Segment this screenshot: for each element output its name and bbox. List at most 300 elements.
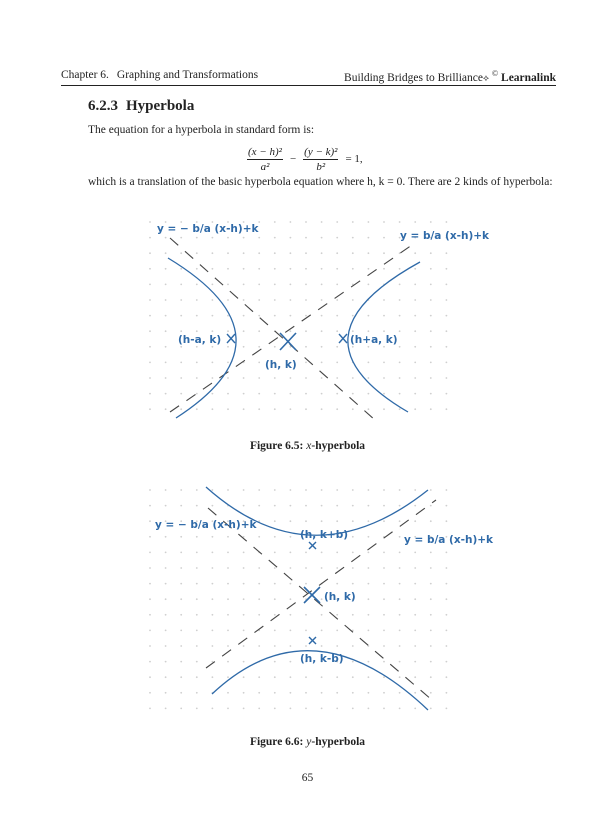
- grid-dot: [258, 598, 260, 600]
- grid-dot: [243, 252, 245, 254]
- grid-dot: [336, 489, 338, 491]
- grid-dot: [399, 552, 401, 554]
- grid-dot: [430, 408, 432, 410]
- grid-dot: [149, 346, 151, 348]
- grid-dot: [290, 237, 292, 239]
- figure1-center-mark: [280, 333, 296, 350]
- grid-dot: [352, 676, 354, 678]
- grid-dot: [180, 284, 182, 286]
- grid-dot: [274, 692, 276, 694]
- grid-dot: [212, 377, 214, 379]
- grid-dot: [243, 393, 245, 395]
- grid-dot: [212, 583, 214, 585]
- grid-dot: [399, 377, 401, 379]
- grid-dot: [274, 284, 276, 286]
- grid-dot: [368, 221, 370, 223]
- grid-dot: [336, 377, 338, 379]
- grid-dot: [227, 377, 229, 379]
- grid-dot: [149, 583, 151, 585]
- grid-dot: [446, 567, 448, 569]
- grid-dot: [321, 284, 323, 286]
- grid-dot: [149, 661, 151, 663]
- grid-dot: [196, 598, 198, 600]
- grid-dot: [336, 708, 338, 710]
- grid-dot: [165, 489, 167, 491]
- grid-dot: [243, 661, 245, 663]
- grid-dot: [336, 284, 338, 286]
- grid-dot: [274, 583, 276, 585]
- grid-dot: [446, 393, 448, 395]
- grid-dot: [196, 408, 198, 410]
- grid-dot: [352, 661, 354, 663]
- grid-dot: [446, 330, 448, 332]
- grid-dot: [212, 299, 214, 301]
- grid-dot: [321, 614, 323, 616]
- grid-dot: [165, 346, 167, 348]
- grid-dot: [258, 583, 260, 585]
- figure2-left-asymptote-label: y = − b/a (x-h)+k: [155, 519, 257, 531]
- grid-dot: [196, 583, 198, 585]
- grid-dot: [383, 645, 385, 647]
- grid-dot: [430, 614, 432, 616]
- grid-dot: [149, 552, 151, 554]
- grid-dot: [243, 237, 245, 239]
- grid-dot: [383, 661, 385, 663]
- figure2-y-hyperbola: [155, 487, 494, 710]
- grid-dot: [180, 692, 182, 694]
- grid-dot: [243, 630, 245, 632]
- grid-dot: [368, 567, 370, 569]
- chapter-number: Chapter 6.: [61, 69, 109, 81]
- grid-dot: [399, 284, 401, 286]
- grid-dot: [430, 489, 432, 491]
- grid-dot: [227, 614, 229, 616]
- grid-dot: [336, 268, 338, 270]
- grid-dot: [321, 552, 323, 554]
- grid-dot: [165, 598, 167, 600]
- grid-dot: [305, 393, 307, 395]
- grid-dot: [258, 377, 260, 379]
- grid-dot: [430, 708, 432, 710]
- grid-dot: [305, 346, 307, 348]
- grid-dot: [165, 692, 167, 694]
- grid-dot: [368, 489, 370, 491]
- grid-dot: [321, 708, 323, 710]
- grid-dot: [196, 346, 198, 348]
- grid-dot: [321, 268, 323, 270]
- grid-dot: [274, 645, 276, 647]
- grid-dot: [274, 614, 276, 616]
- grid-dot: [243, 330, 245, 332]
- grid-dot: [336, 552, 338, 554]
- grid-dot: [305, 567, 307, 569]
- grid-dot: [430, 362, 432, 364]
- grid-dot: [274, 315, 276, 317]
- grid-dot: [196, 676, 198, 678]
- grid-dot: [165, 237, 167, 239]
- grid-dot: [352, 552, 354, 554]
- grid-dot: [321, 630, 323, 632]
- grid-dot: [227, 536, 229, 538]
- figure2-caption: [0, 736, 615, 748]
- grid-dot: [446, 630, 448, 632]
- grid-dot: [414, 268, 416, 270]
- grid-dot: [165, 252, 167, 254]
- grid-dot: [399, 692, 401, 694]
- grid-dot: [274, 708, 276, 710]
- fraction-x-denominator: a²: [260, 160, 270, 173]
- grid-dot: [227, 598, 229, 600]
- grid-dot: [149, 614, 151, 616]
- grid-dot: [258, 299, 260, 301]
- grid-dot: [227, 408, 229, 410]
- grid-dot: [165, 408, 167, 410]
- grid-dot: [414, 692, 416, 694]
- grid-dot: [196, 708, 198, 710]
- grid-dot: [446, 489, 448, 491]
- grid-dot: [274, 252, 276, 254]
- figure2-caption-label: Figure 6.6:: [249, 736, 304, 748]
- grid-dot: [196, 237, 198, 239]
- grid-dot: [383, 520, 385, 522]
- grid-dot: [399, 268, 401, 270]
- grid-dot: [180, 536, 182, 538]
- grid-dot: [165, 645, 167, 647]
- grid-dot: [305, 315, 307, 317]
- grid-dot: [243, 583, 245, 585]
- grid-dot: [383, 221, 385, 223]
- grid-dot: [352, 408, 354, 410]
- grid-dot: [212, 252, 214, 254]
- grid-dot: [368, 315, 370, 317]
- grid-dot: [399, 645, 401, 647]
- grid-dot: [274, 237, 276, 239]
- grid-dot: [446, 315, 448, 317]
- grid-dot: [414, 221, 416, 223]
- grid-dot: [258, 489, 260, 491]
- grid-dot: [196, 505, 198, 507]
- grid-dot: [430, 299, 432, 301]
- grid-dot: [149, 630, 151, 632]
- grid-dot: [196, 284, 198, 286]
- grid-dot: [165, 393, 167, 395]
- grid-dot: [180, 299, 182, 301]
- grid-dot: [290, 598, 292, 600]
- grid-dot: [258, 221, 260, 223]
- grid-dot: [368, 536, 370, 538]
- grid-dot: [258, 505, 260, 507]
- figure2-right-asymptote-label: y = b/a (x-h)+k: [404, 534, 494, 546]
- grid-dot: [212, 315, 214, 317]
- explanation-paragraph: which is a translation of the basic hyperbola equation where h, k = 0. There are 2 kinds of hyperbola:: [88, 176, 553, 188]
- figure1-caption-text: -hyperbola: [311, 440, 366, 452]
- grid-dot: [336, 315, 338, 317]
- grid-dot: [165, 536, 167, 538]
- grid-dot: [430, 661, 432, 663]
- grid-dot: [383, 567, 385, 569]
- grid-dot: [368, 505, 370, 507]
- grid-dot: [368, 708, 370, 710]
- grid-dot: [227, 330, 229, 332]
- grid-dot: [274, 489, 276, 491]
- grid-dot: [290, 583, 292, 585]
- grid-dot: [430, 552, 432, 554]
- grid-dot: [321, 598, 323, 600]
- grid-dot: [149, 362, 151, 364]
- grid-dot: [336, 408, 338, 410]
- grid-dot: [430, 284, 432, 286]
- grid-dot: [336, 393, 338, 395]
- grid-dot: [212, 630, 214, 632]
- grid-dot: [305, 630, 307, 632]
- grid-dot: [165, 299, 167, 301]
- grid-dot: [446, 520, 448, 522]
- grid-dot: [305, 221, 307, 223]
- grid-dot: [383, 252, 385, 254]
- grid-dot: [243, 268, 245, 270]
- grid-dot: [196, 315, 198, 317]
- grid-dot: [243, 346, 245, 348]
- grid-dot: [227, 237, 229, 239]
- figure1-caption-label: Figure 6.5:: [249, 440, 304, 452]
- book-title: Building Bridges to Brilliance: [344, 71, 483, 84]
- grid-dot: [165, 315, 167, 317]
- grid-dot: [368, 520, 370, 522]
- grid-dot: [383, 614, 385, 616]
- grid-dot: [149, 520, 151, 522]
- grid-dot: [274, 520, 276, 522]
- grid-dot: [290, 505, 292, 507]
- grid-dot: [165, 284, 167, 286]
- figure1-asymptote-negative: [170, 238, 375, 420]
- grid-dot: [227, 692, 229, 694]
- grid-dot: [305, 520, 307, 522]
- grid-dot: [149, 505, 151, 507]
- section-title: Hyperbola: [126, 98, 195, 114]
- copyright-mark: ©: [491, 69, 499, 78]
- grid-dot: [368, 614, 370, 616]
- grid-dot: [180, 614, 182, 616]
- grid-dot: [368, 661, 370, 663]
- grid-dot: [352, 692, 354, 694]
- grid-dot: [399, 362, 401, 364]
- grid-dot: [290, 630, 292, 632]
- grid-dot: [321, 237, 323, 239]
- intro-paragraph: The equation for a hyperbola in standard form is:: [88, 124, 315, 136]
- grid-dot: [227, 362, 229, 364]
- grid-dot: [383, 346, 385, 348]
- grid-dot: [321, 393, 323, 395]
- grid-dot: [212, 536, 214, 538]
- grid-dot: [212, 268, 214, 270]
- grid-dot: [290, 299, 292, 301]
- grid-dot: [430, 315, 432, 317]
- grid-dot: [430, 520, 432, 522]
- grid-dot: [368, 346, 370, 348]
- grid-dot: [243, 645, 245, 647]
- grid-dot: [414, 489, 416, 491]
- figure2-top-vertex-label: (h, k+b): [300, 529, 349, 541]
- grid-dot: [305, 284, 307, 286]
- grid-dot: [290, 489, 292, 491]
- grid-dot: [212, 614, 214, 616]
- grid-dot: [321, 362, 323, 364]
- figure2-top-vertex-mark: [309, 542, 316, 549]
- grid-dot: [258, 362, 260, 364]
- grid-dot: [430, 505, 432, 507]
- grid-dot: [446, 362, 448, 364]
- grid-dot: [290, 520, 292, 522]
- grid-dot: [368, 598, 370, 600]
- grid-dot: [290, 676, 292, 678]
- grid-dot: [414, 362, 416, 364]
- grid-dot: [446, 221, 448, 223]
- grid-dot: [243, 315, 245, 317]
- grid-dot: [243, 692, 245, 694]
- grid-dot: [258, 676, 260, 678]
- grid-dot: [399, 330, 401, 332]
- grid-dot: [446, 299, 448, 301]
- grid-dot: [180, 708, 182, 710]
- grid-dot: [274, 505, 276, 507]
- grid-dot: [165, 567, 167, 569]
- grid-dot: [180, 505, 182, 507]
- grid-dot: [149, 237, 151, 239]
- grid-dot: [196, 661, 198, 663]
- grid-dot: [258, 330, 260, 332]
- grid-dot: [383, 583, 385, 585]
- grid-dot: [165, 630, 167, 632]
- grid-dot: [274, 661, 276, 663]
- grid-dot: [290, 692, 292, 694]
- grid-dot: [321, 221, 323, 223]
- grid-dot: [149, 284, 151, 286]
- fraction-x-numerator: (x − h)²: [248, 145, 282, 158]
- grid-dot: [368, 583, 370, 585]
- grid-dot: [258, 252, 260, 254]
- equals-one: = 1,: [345, 153, 363, 165]
- figure1-caption: [0, 440, 615, 452]
- grid-dot: [446, 692, 448, 694]
- grid-dot: [430, 630, 432, 632]
- grid-dot: [430, 598, 432, 600]
- grid-dot: [383, 708, 385, 710]
- grid-dot: [212, 676, 214, 678]
- figure1-right-vertex-mark: [339, 334, 347, 343]
- grid-dot: [149, 645, 151, 647]
- figure1-right-asymptote-label: y = b/a (x-h)+k: [400, 230, 490, 242]
- grid-dot: [212, 237, 214, 239]
- grid-dot: [180, 408, 182, 410]
- grid-dot: [243, 567, 245, 569]
- grid-dot: [399, 489, 401, 491]
- grid-dot: [196, 393, 198, 395]
- grid-dot: [290, 377, 292, 379]
- grid-dot: [414, 676, 416, 678]
- grid-dot: [414, 505, 416, 507]
- grid-dot: [446, 676, 448, 678]
- grid-dot: [414, 252, 416, 254]
- grid-dot: [290, 661, 292, 663]
- figure1-left-vertex-mark: [227, 334, 235, 343]
- grid-dot: [149, 489, 151, 491]
- grid-dot: [305, 362, 307, 364]
- grid-dot: [430, 567, 432, 569]
- grid-dot: [274, 676, 276, 678]
- grid-dot: [414, 346, 416, 348]
- grid-dot: [305, 299, 307, 301]
- grid-dot: [336, 252, 338, 254]
- grid-dot: [274, 221, 276, 223]
- grid-dot: [321, 505, 323, 507]
- grid-dot: [227, 708, 229, 710]
- grid-dot: [352, 393, 354, 395]
- grid-dot: [196, 614, 198, 616]
- grid-dot: [446, 583, 448, 585]
- grid-dot: [227, 583, 229, 585]
- grid-dot: [352, 330, 354, 332]
- figure2-bottom-vertex-mark: [309, 637, 316, 644]
- grid-dot: [243, 505, 245, 507]
- grid-dot: [383, 505, 385, 507]
- grid-dot: [165, 661, 167, 663]
- grid-dot: [305, 645, 307, 647]
- grid-dot: [290, 330, 292, 332]
- grid-dot: [446, 645, 448, 647]
- grid-dot: [290, 614, 292, 616]
- grid-dot: [258, 237, 260, 239]
- grid-dot: [352, 299, 354, 301]
- grid-dot: [258, 645, 260, 647]
- grid-dot: [399, 315, 401, 317]
- grid-dot: [383, 408, 385, 410]
- grid-dot: [368, 408, 370, 410]
- section-number: 6.2.3: [88, 98, 118, 114]
- grid-dot: [290, 708, 292, 710]
- grid-dot: [383, 330, 385, 332]
- grid-dot: [414, 552, 416, 554]
- grid-dot: [196, 252, 198, 254]
- grid-dot: [336, 567, 338, 569]
- grid-dot: [149, 221, 151, 223]
- grid-dot: [414, 520, 416, 522]
- grid-dot: [180, 676, 182, 678]
- grid-dot: [446, 252, 448, 254]
- grid-dot: [414, 567, 416, 569]
- grid-dot: [212, 362, 214, 364]
- grid-dot: [414, 393, 416, 395]
- grid-dot: [383, 676, 385, 678]
- grid-dot: [149, 252, 151, 254]
- grid-dot: [446, 614, 448, 616]
- grid-dot: [414, 408, 416, 410]
- grid-dot: [321, 299, 323, 301]
- grid-dot: [149, 315, 151, 317]
- grid-dot: [305, 237, 307, 239]
- grid-dot: [243, 377, 245, 379]
- grid-dot: [305, 505, 307, 507]
- grid-dot: [180, 552, 182, 554]
- grid-dot: [196, 268, 198, 270]
- grid-dot: [430, 692, 432, 694]
- grid-dot: [180, 346, 182, 348]
- grid-dot: [414, 284, 416, 286]
- grid-dot: [352, 221, 354, 223]
- figure1-x-hyperbola: [157, 223, 490, 420]
- grid-dot: [212, 330, 214, 332]
- grid-dot: [290, 268, 292, 270]
- grid-dot: [446, 552, 448, 554]
